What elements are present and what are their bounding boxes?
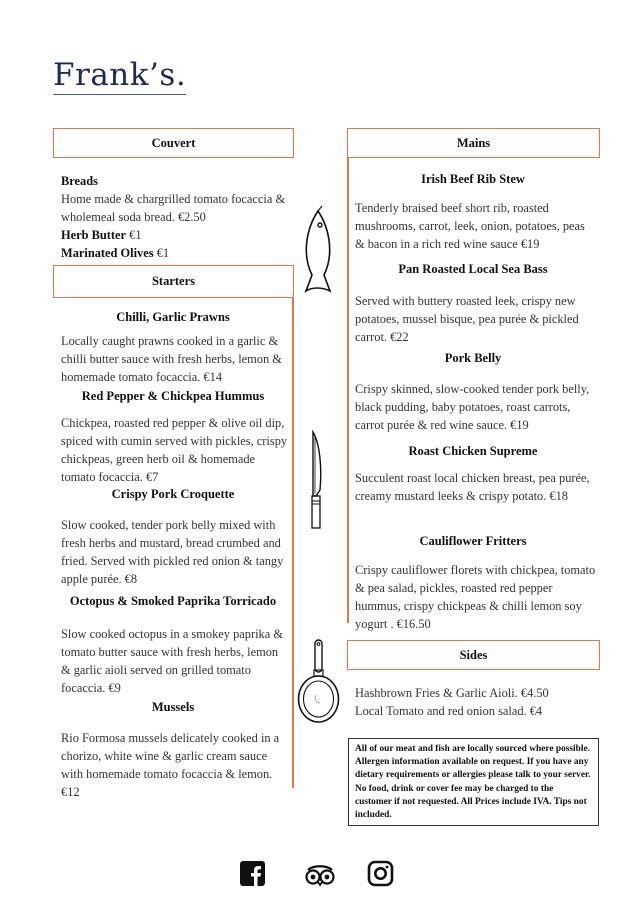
section-header-sides: Sides — [347, 640, 600, 670]
main-title: Irish Beef Rib Stew — [421, 172, 525, 186]
side-item: Local Tomato and red onion salad. €4 — [355, 704, 543, 718]
main-title: Pan Roasted Local Sea Bass — [398, 262, 548, 276]
extra-name: Herb Butter — [61, 228, 127, 242]
section-header-mains: Mains — [347, 128, 600, 158]
starter-description: Rio Formosa mussels delicately cooked in a chorizo, white wine & garlic cream sauce with homemade tomato focaccia & lemon. €12 — [61, 731, 280, 799]
starter-title: Chilli, Garlic Prawns — [116, 310, 230, 324]
extra-marinated-olives — [61, 244, 293, 262]
side-item: Hashbrown Fries & Garlic Aioli. €4.50 — [355, 686, 549, 700]
starter-description: Chickpea, roasted red pepper & olive oil dip, spiced with cumin served with pickles, crispy chickpeas, green herb oil & homemade tomato focaccia. €7 — [61, 416, 288, 484]
main-description: Crispy skinned, slow-cooked tender pork belly, black pudding, baby potatoes, roast carrots, carrot purée & red wine sauce. €19 — [355, 382, 590, 432]
restaurant-logo: Frank’s. — [53, 57, 187, 93]
fish-icon — [298, 205, 338, 297]
extra-price: €1 — [129, 228, 142, 242]
section-header-couvert: Couvert — [53, 128, 294, 158]
section-header-starters: Starters — [53, 265, 294, 298]
extra-price: €1 — [156, 246, 170, 260]
mains-border-line — [347, 157, 349, 623]
main-description: Served with buttery roasted leek, crispy new potatoes, mussel bisque, pea purée & pickled carrot. €22 — [355, 294, 579, 344]
main-description: Succulent roast local chicken breast, pea purée, creamy mustard leeks & crispy potato. €18 — [355, 471, 590, 503]
facebook-icon — [239, 860, 267, 888]
sides-list — [355, 684, 595, 720]
breads-description: Home made & chargrilled tomato focaccia & wholemeal soda bread. €2.50 — [61, 192, 286, 224]
tripadvisor-icon — [303, 860, 337, 888]
main-description: Crispy cauliflower florets with chickpea, tomato & pea salad, pickles, roasted red pepper hummus, crispy chickpeas & chilli lemon soy yogurt . €16.50 — [355, 563, 596, 631]
starter-description: Slow cooked, tender pork belly mixed with fresh herbs and mustard, bread crumbed and fried. Served with pickled red onion & tangy apple purée. €8 — [61, 518, 284, 586]
couvert-section — [61, 172, 293, 262]
tripadvisor-link[interactable] — [303, 860, 337, 888]
main-title: Cauliflower Fritters — [419, 534, 527, 548]
knife-icon — [306, 428, 326, 532]
frying-pan-icon — [296, 637, 342, 725]
instagram-link[interactable] — [367, 860, 395, 888]
starter-description: Slow cooked octopus in a smokey paprika & tomato butter sauce with fresh herbs, lemon & garlic aioli served on grilled tomato focaccia. €9 — [61, 627, 283, 695]
starter-title: Red Pepper & Chickpea Hummus — [81, 389, 265, 403]
main-title: Pork Belly — [444, 351, 502, 365]
instagram-icon — [367, 860, 395, 888]
extra-herb-butter — [61, 226, 293, 244]
allergen-disclaimer: All of our meat and fish are locally sourced where possible. Allergen information available on request. If you have any dietary requirements or allergies please talk to your server. No food, drink or cover fee may be charged to the customer if not requested. All Prices include IVA. Tips not included. — [348, 738, 599, 826]
starter-title: Mussels — [151, 700, 195, 714]
breads-title: Breads — [61, 174, 98, 188]
main-description: Tenderly braised beef short rib, roasted mushrooms, carrot, leek, onion, potatoes, peas & bacon in a rich red wine sauce €19 — [355, 201, 585, 251]
starter-title: Crispy Pork Croquette — [111, 487, 235, 501]
main-title: Roast Chicken Supreme — [408, 444, 538, 458]
starter-title: Octopus & Smoked Paprika Torricado — [69, 594, 277, 608]
facebook-link[interactable] — [239, 860, 267, 888]
extra-name: Marinated Olives — [61, 246, 154, 260]
starter-description: Locally caught prawns cooked in a garlic & chilli butter sauce with fresh herbs, lemon & homemade tomato focaccia. €14 — [61, 334, 282, 384]
